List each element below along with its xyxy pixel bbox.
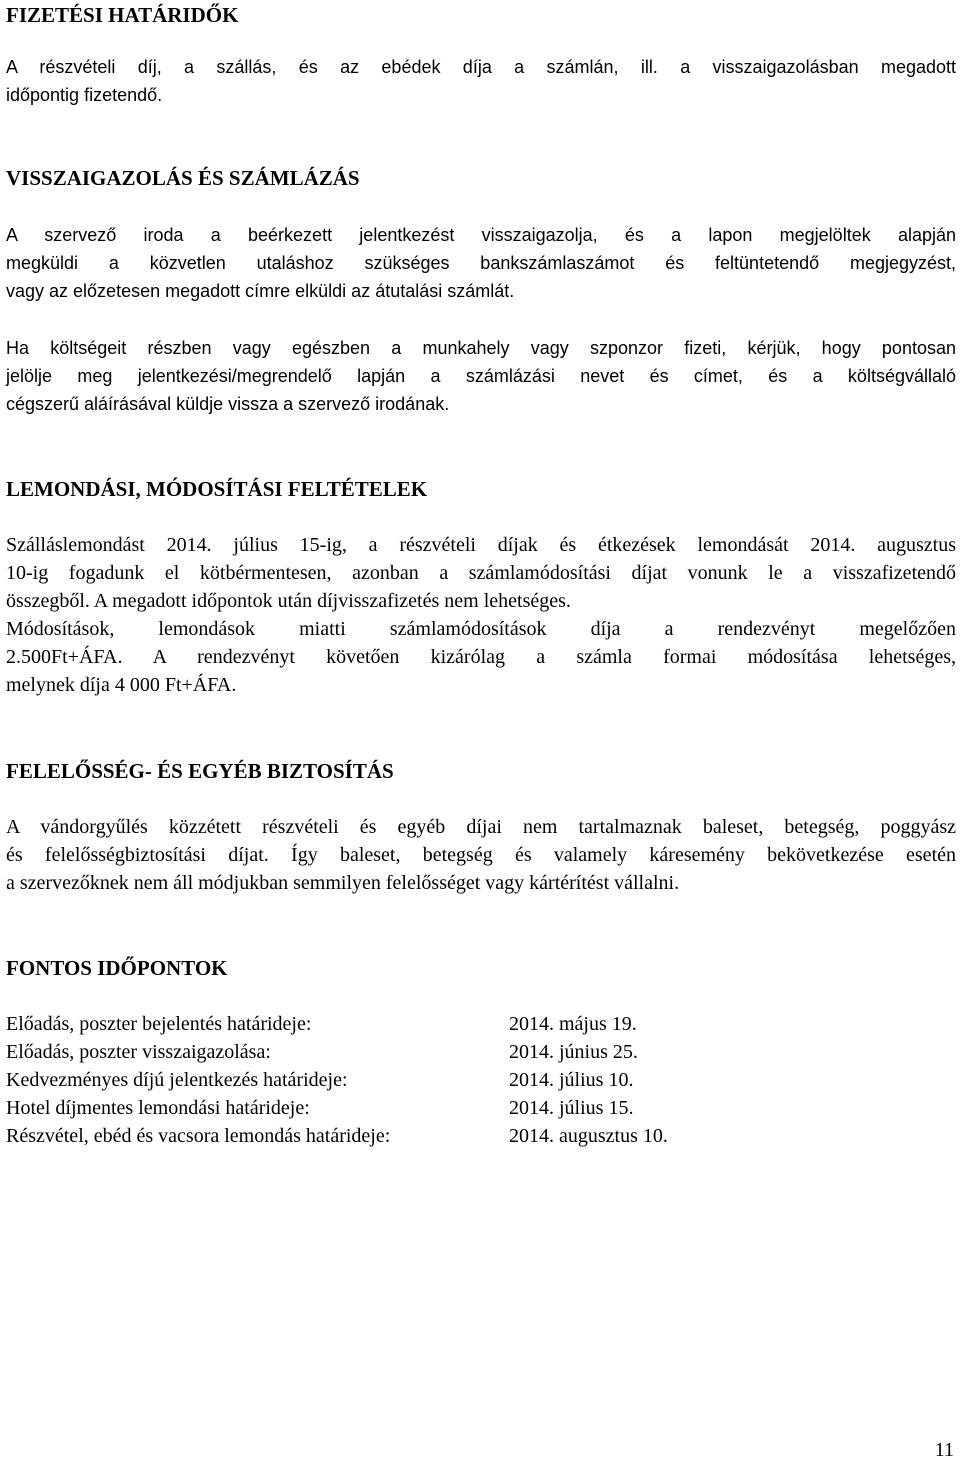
important-dates-heading: FONTOS IDŐPONTOK: [6, 956, 228, 980]
paragraph-line: összegből. A megadott időpontok után díjvisszafizetés nem lehetséges.: [6, 590, 571, 612]
date-label: Kedvezményes díjú jelentkezés határideje:: [6, 1069, 348, 1091]
date-value: 2014. május 19.: [509, 1013, 637, 1035]
date-value: 2014. augusztus 10.: [509, 1125, 668, 1147]
paragraph-line: és felelősségbiztosítási díjat. Így baleset, betegség és valamely káresemény bekövetkezése esetén: [6, 844, 956, 866]
date-label: Előadás, poszter bejelentés határideje:: [6, 1013, 312, 1035]
paragraph-line: Módosítások, lemondások miatti számlamódosítások díja a rendezvényt megelőzően: [6, 618, 956, 640]
paragraph-line: 10-ig fogadunk el kötbérmentesen, azonban a számlamódosítási díjat vonunk le a visszafizetendő: [6, 562, 956, 584]
date-label: Részvétel, ebéd és vacsora lemondás határideje:: [6, 1125, 391, 1147]
date-value: 2014. július 10.: [509, 1069, 634, 1091]
paragraph-line: Ha költségeit részben vagy egészben a munkahely vagy szponzor fizeti, kérjük, hogy pontosan: [6, 338, 956, 358]
confirmation-paragraph-1: [6, 221, 956, 305]
page-number: 11: [934, 1439, 954, 1461]
payment-deadlines-paragraph: [6, 53, 956, 109]
date-value: 2014. június 25.: [509, 1041, 638, 1063]
paragraph-line: jelölje meg jelentkezési/megrendelő lapján a számlázási nevet és címet, és a költségvállaló: [6, 366, 956, 386]
date-label: Hotel díjmentes lemondási határideje:: [6, 1097, 310, 1119]
paragraph-line: A szervező iroda a beérkezett jelentkezést visszaigazolja, és a lapon megjelöltek alapján: [6, 225, 956, 245]
cancellation-terms-heading: LEMONDÁSI, MÓDOSÍTÁSI FELTÉTELEK: [6, 477, 428, 501]
paragraph-line: cégszerű aláírásával küldje vissza a szervező irodának.: [6, 394, 450, 414]
confirmation-paragraph-2: [6, 334, 956, 418]
confirmation-invoicing-heading: VISSZAIGAZOLÁS ÉS SZÁMLÁZÁS: [6, 166, 360, 190]
paragraph-line: Szálláslemondást 2014. július 15-ig, a részvételi díjak és étkezések lemondását 2014. augusztus: [6, 534, 956, 556]
paragraph-line: melynek díja 4 000 Ft+ÁFA.: [6, 674, 237, 696]
date-value: 2014. július 15.: [509, 1097, 634, 1119]
paragraph-line: megküldi a közvetlen utaláshoz szükséges bankszámlaszámot és feltüntetendő megjegyzést,: [6, 253, 956, 273]
liability-paragraph: [6, 813, 956, 897]
paragraph-line: A vándorgyűlés közzétett részvételi és egyéb díjai nem tartalmaznak baleset, betegség, poggyász: [6, 816, 956, 838]
date-label: Előadás, poszter visszaigazolása:: [6, 1041, 271, 1063]
paragraph-line: a szervezőknek nem áll módjukban semmilyen felelősséget vagy kártérítést vállalni.: [6, 872, 680, 894]
paragraph-line: időpontig fizetendő.: [6, 85, 163, 105]
liability-insurance-heading: FELELŐSSÉG- ÉS EGYÉB BIZTOSÍTÁS: [6, 759, 394, 783]
paragraph-line: 2.500Ft+ÁFA. A rendezvényt követően kizárólag a számla formai módosítása lehetséges,: [6, 646, 956, 668]
cancellation-paragraph: [6, 531, 956, 699]
paragraph-line: A részvételi díj, a szállás, és az ebédek díja a számlán, ill. a visszaigazolásban megadott: [6, 57, 956, 77]
paragraph-line: vagy az előzetesen megadott címre elküldi az átutalási számlát.: [6, 281, 515, 301]
payment-deadlines-heading: FIZETÉSI HATÁRIDŐK: [6, 3, 239, 27]
